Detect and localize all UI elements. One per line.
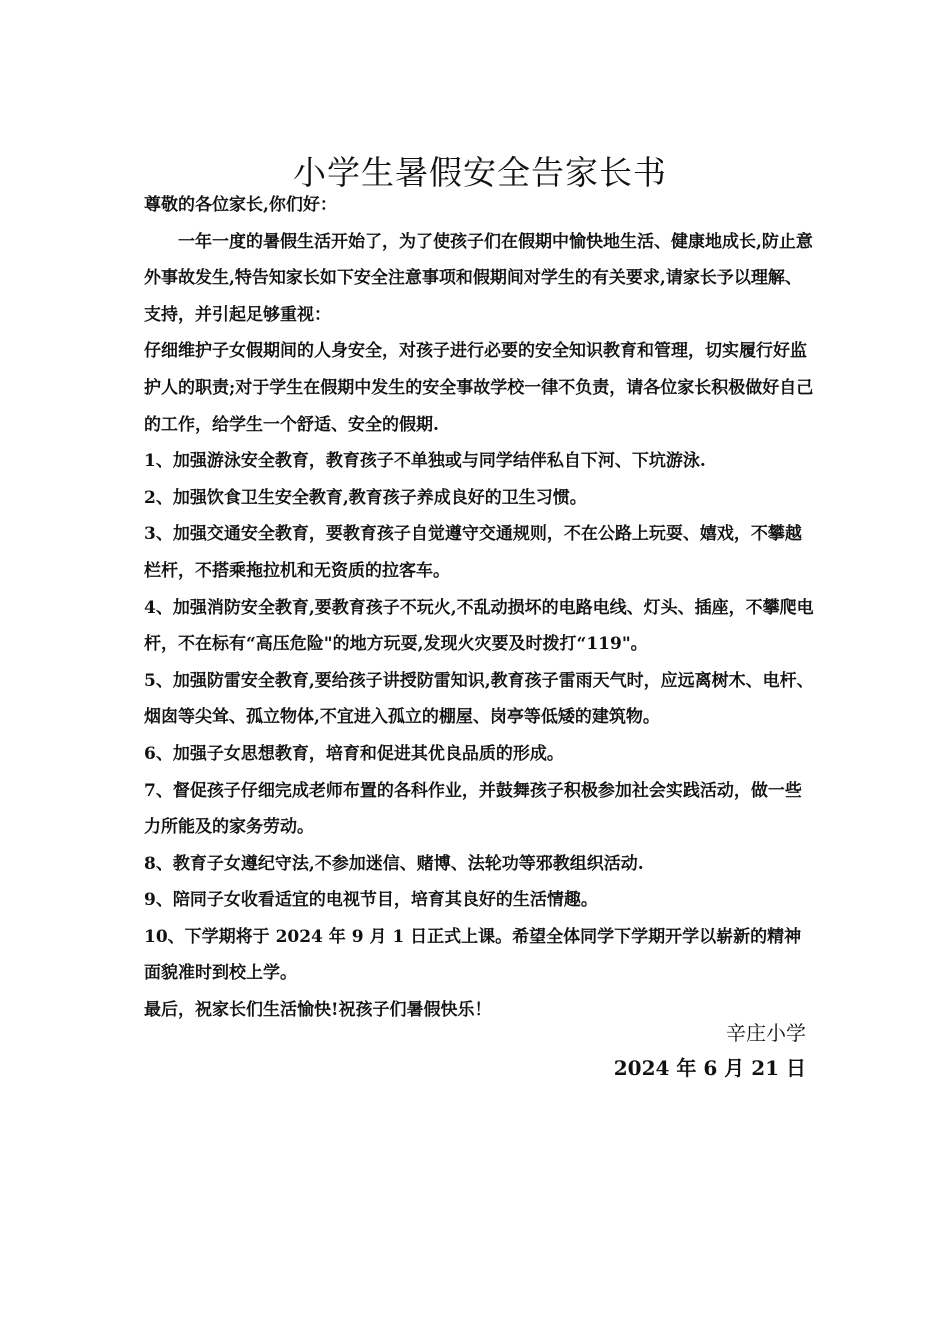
greeting: 尊敬的各位家长,你们好： bbox=[144, 195, 337, 215]
list-item: 4、加强消防安全教育,要教育孩子不玩火,不乱动损坏的电路电线、灯头、插座，不攀爬电杆，不在标有“高压危险"的地方玩耍,发现火灾要及时拨打“119"。 bbox=[144, 597, 814, 655]
document-body bbox=[144, 187, 816, 1029]
signature-date: 2024 年 6 月 21 日 bbox=[613, 1056, 806, 1080]
closing-line: 最后，祝家长们生活愉快!祝孩子们暑假快乐！ bbox=[144, 1000, 492, 1021]
intro-paragraph: 一年一度的暑假生活开始了，为了使孩子们在假期中愉快地生活、健康地成长,防止意外事故发生,特告知家长如下安全注意事项和假期间对学生的有关要求,请家长予以理解、支持，并引起足够重视： bbox=[144, 231, 813, 325]
responsibility-paragraph: 仔细维护子女假期间的人身安全，对孩子进行必要的安全知识教育和管理，切实履行好监护人的职责;对于学生在假期中发生的安全事故学校一律不负责，请各位家长积极做好自己的工作，给学生一个舒适、安全的假期. bbox=[144, 341, 814, 435]
list-item: 7、督促孩子仔细完成老师布置的各科作业，并鼓舞孩子积极参加社会实践活动，做一些力所能及的家务劳动。 bbox=[144, 780, 802, 838]
list-item: 9、陪同子女收看适宜的电视节目，培育其良好的生活情趣。 bbox=[144, 890, 598, 911]
list-item: 3、加强交通安全教育，要教育孩子自觉遵守交通规则，不在公路上玩耍、嬉戏，不攀越栏杆，不搭乘拖拉机和无资质的拉客车。 bbox=[144, 524, 802, 581]
list-item: 8、教育子女遵纪守法,不参加迷信、赌博、法轮功等邪教组织活动. bbox=[144, 853, 644, 874]
list-item: 1、加强游泳安全教育，教育孩子不单独或与同学结伴私自下河、下坑游泳. bbox=[144, 451, 706, 472]
list-item: 10、下学期将于 2024 年 9 月 1 日正式上课。希望全体同学下学期开学以崭新的精神面貌准时到校上学。 bbox=[144, 926, 802, 984]
list-item: 6、加强子女思想教育，培育和促进其优良品质的形成。 bbox=[144, 743, 564, 764]
list-item: 2、加强饮食卫生安全教育,教育孩子养成良好的卫生习惯。 bbox=[144, 487, 587, 508]
document-title: 小学生暑假安全告家长书 bbox=[293, 153, 667, 193]
signature-block bbox=[506, 1016, 806, 1086]
school-name: 辛庄小学 bbox=[726, 1021, 806, 1045]
list-item: 5、加强防雷安全教育,要给孩子讲授防雷知识,教育孩子雷雨天气时，应远离树木、电杆、烟囱等尖耸、孤立物体,不宜进入孤立的棚屋、岗亭等低矮的建筑物。 bbox=[144, 670, 814, 728]
